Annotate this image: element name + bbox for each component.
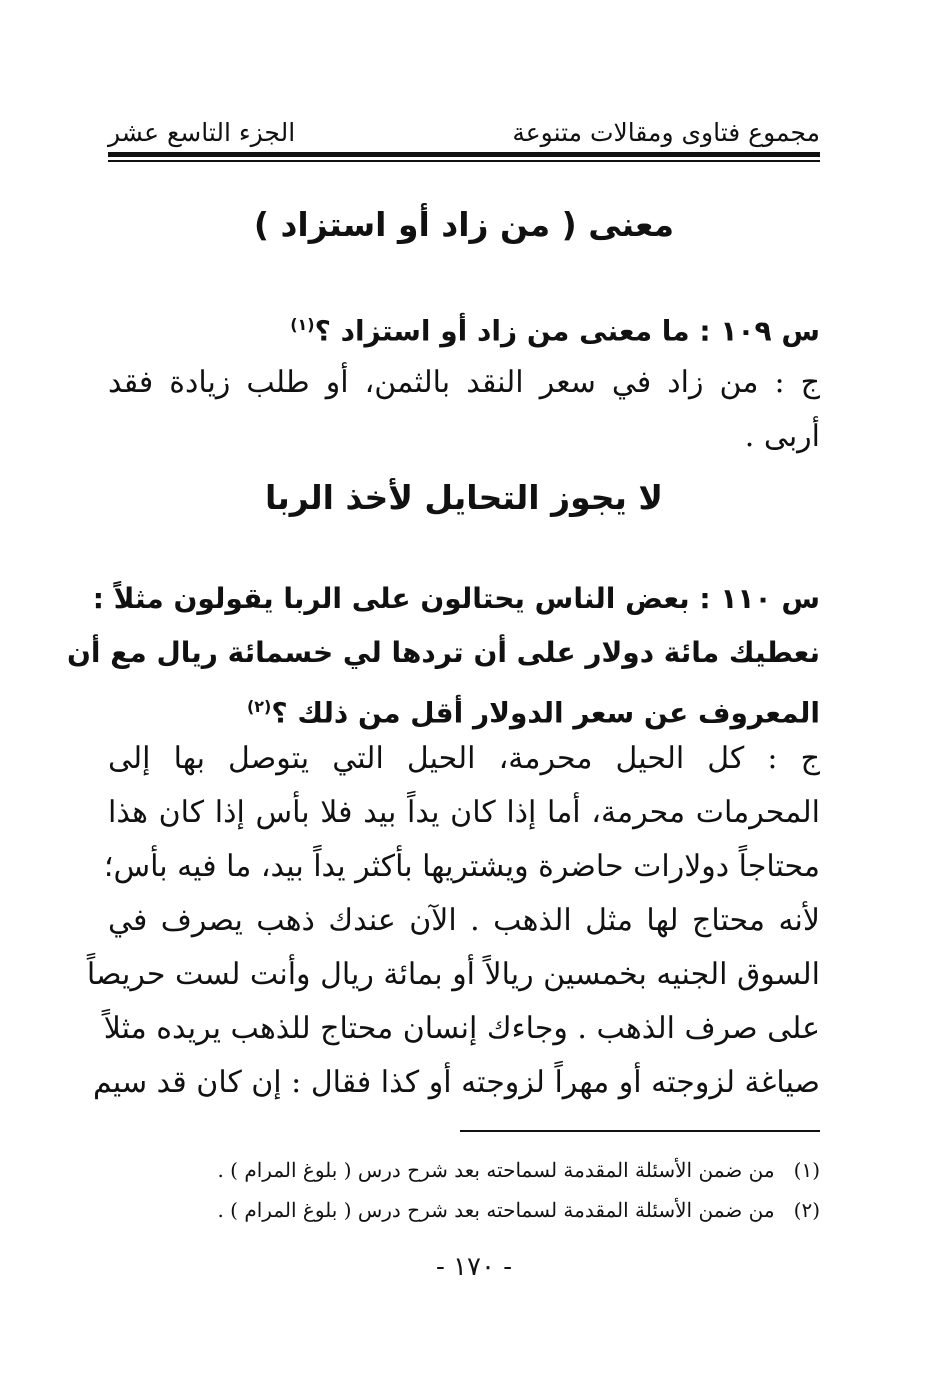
answer-110-line-5: السوق الجنيه بخمسين ريالاً أو بمائة ريال وأنت لست حريصاً <box>86 957 820 992</box>
answer-110-line-4: لأنه محتاج لها مثل الذهب . الآن عندك ذهب يصرف في <box>108 903 820 938</box>
question-110 <box>67 572 820 734</box>
answer-109 <box>108 356 820 464</box>
footnote-separator <box>460 1130 820 1132</box>
answer-109-line-2: أربى . <box>744 419 820 454</box>
question-110-line-1: س ١١٠ : بعض الناس يحتالون على الربا يقولون مثلاً : <box>92 582 820 615</box>
answer-110-line-1: ج : كل الحيل محرمة، الحيل التي يتوصل بها إلى <box>108 741 820 776</box>
answer-109-line-1: ج : من زاد في سعر النقد بالثمن، أو طلب زيادة فقد <box>108 365 820 400</box>
question-109-text: س ١٠٩ : ما معنى من زاد أو استزاد ؟ <box>314 314 820 348</box>
header-rule-thick <box>108 152 820 157</box>
answer-110-line-3: محتاجاً دولارات حاضرة ويشتريها بأكثر يداً بيد، ما فيه بأس؛ <box>103 849 820 884</box>
footnote-1 <box>217 1158 820 1182</box>
question-110-line-2: نعطيك مائة دولار على أن تردها لي خسمائة ريال مع أن <box>67 636 820 669</box>
answer-110-line-2: المحرمات محرمة، أما إذا كان يداً بيد فلا بأس إذا كان هذا <box>108 795 820 830</box>
question-110-line-3: المعروف عن سعر الدولار أقل من ذلك ؟ <box>271 696 820 730</box>
answer-110-line-6: على صرف الذهب . وجاءك إنسان محتاج للذهب يريده مثلاً <box>103 1011 820 1046</box>
footnote-1-number: (١) <box>793 1158 820 1182</box>
volume-header: الجزء التاسع عشر <box>108 118 296 147</box>
footnote-2-text: من ضمن الأسئلة المقدمة لسماحته بعد شرح درس ( بلوغ المرام ) . <box>217 1198 775 1222</box>
footnote-ref-1: (١) <box>290 315 315 334</box>
footnote-2-number: (٢) <box>793 1198 820 1222</box>
footnote-2 <box>217 1198 820 1222</box>
section-title-2: لا يجوز التحايل لأخذ الربا <box>264 478 663 517</box>
footnote-1-text: من ضمن الأسئلة المقدمة لسماحته بعد شرح درس ( بلوغ المرام ) . <box>217 1158 775 1182</box>
answer-110 <box>86 732 820 1110</box>
section-title-1: معنى ( من زاد أو استزاد ) <box>253 205 675 244</box>
header-rule-thin <box>108 160 820 162</box>
question-109 <box>108 298 820 352</box>
book-title-header: مجموع فتاوى ومقالات متنوعة <box>512 118 820 147</box>
footnote-ref-2: (٢) <box>246 697 272 716</box>
answer-110-line-7: صياغة لزوجته أو مهراً لزوجته أو كذا فقال : إن كان قد سيم <box>92 1065 820 1100</box>
page-number: - ١٧٠ - <box>435 1252 513 1282</box>
